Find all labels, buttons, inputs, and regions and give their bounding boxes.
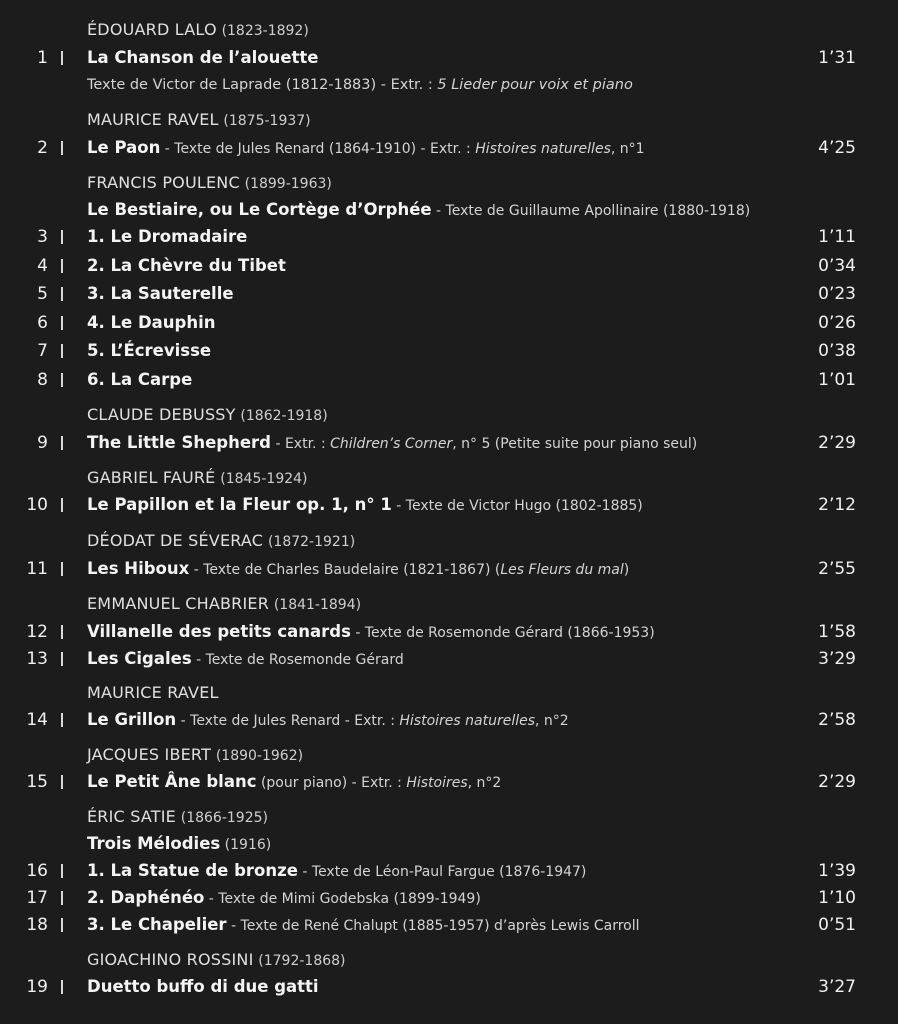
track-title: 2. Daphénéo [87, 888, 205, 907]
track-separator [61, 713, 63, 727]
track-title: Les Cigales [87, 649, 192, 668]
track-title: Le Paon [87, 138, 161, 157]
track-duration: 2’29 [818, 772, 856, 792]
composer-name: ÉDOUARD LALO [87, 20, 217, 39]
track-duration: 2’29 [818, 433, 856, 453]
track-separator [61, 230, 63, 244]
track-duration: 0’26 [818, 313, 856, 333]
track-row [0, 492, 898, 518]
track-number: 17 [26, 888, 48, 908]
track-row [0, 619, 898, 645]
composer-dates: (1890-1962) [215, 748, 304, 764]
work-heading [0, 197, 898, 223]
track-title: Les Hiboux [87, 559, 190, 578]
track-number: 9 [37, 433, 48, 453]
composer-dates: (1845-1924) [220, 471, 308, 487]
track-number: 18 [26, 915, 48, 935]
track-separator [61, 864, 63, 878]
composer-dates: (1823-1892) [221, 23, 309, 39]
track-title: The Little Shepherd [87, 433, 271, 452]
track-description-end: ) [623, 562, 630, 578]
track-title: Le Papillon et la Fleur op. 1, n° 1 [87, 495, 392, 514]
composer-dates: (1872-1921) [267, 534, 356, 550]
track-title: 6. La Carpe [87, 370, 193, 389]
track-duration: 1’39 [818, 861, 856, 881]
composer-heading [0, 107, 898, 133]
track-number: 11 [26, 559, 48, 579]
track-number: 3 [37, 227, 48, 247]
work-date: (1916) [220, 837, 272, 853]
track-number: 6 [37, 313, 48, 333]
track-row [0, 367, 898, 393]
track-description-end: , n° 5 (Petite suite pour piano seul) [452, 436, 698, 452]
track-number: 7 [37, 341, 48, 361]
track-separator [61, 259, 63, 273]
composer-dates: (1841-1894) [273, 597, 362, 613]
track-number: 12 [26, 622, 48, 642]
track-row [0, 281, 898, 307]
composer-heading [0, 465, 898, 491]
track-number: 2 [37, 138, 48, 158]
track-title: Le Petit Âne blanc [87, 772, 257, 791]
track-row [0, 885, 898, 911]
track-duration: 0’51 [818, 915, 856, 935]
track-separator [61, 891, 63, 905]
composer-name: JACQUES IBERT [87, 745, 212, 764]
track-description: (pour piano) - Extr. : [256, 775, 407, 791]
track-separator [61, 51, 63, 65]
track-row [0, 707, 898, 733]
track-separator [61, 562, 63, 576]
work-title: Trois Mélodies [87, 834, 221, 853]
track-description: - Texte de Jules Renard - Extr. : [176, 713, 400, 729]
track-title: 4. Le Dauphin [87, 313, 216, 332]
track-row [0, 769, 898, 795]
track-title: La Chanson de l’alouette [87, 48, 319, 67]
track-row [0, 858, 898, 884]
track-work: Children’s Corner [330, 436, 453, 452]
track-title: 3. Le Chapelier [87, 915, 227, 934]
work-description: - Texte de Guillaume Apollinaire (1880-1918) [431, 203, 751, 219]
track-title: 3. La Sauterelle [87, 284, 234, 303]
track-description: - Texte de Victor Hugo (1802-1885) [391, 498, 643, 514]
track-row [0, 224, 898, 250]
track-description-end: , n°1 [610, 141, 645, 157]
composer-heading [0, 17, 898, 43]
track-number: 10 [26, 495, 48, 515]
composer-dates: (1866-1925) [180, 810, 268, 826]
track-number: 15 [26, 772, 48, 792]
track-description: - Extr. : [271, 436, 331, 452]
track-title: 1. Le Dromadaire [87, 227, 248, 246]
track-separator [61, 316, 63, 330]
composer-heading [0, 170, 898, 196]
composer-name: MAURICE RAVEL [87, 110, 219, 129]
track-duration: 0’38 [818, 341, 856, 361]
composer-dates: (1862-1918) [240, 408, 328, 424]
track-number: 19 [26, 977, 48, 997]
track-duration: 3’29 [818, 649, 856, 669]
track-row [0, 646, 898, 672]
track-description: - Texte de Rosemonde Gérard (1866-1953) [350, 625, 655, 641]
track-number: 14 [26, 710, 48, 730]
track-title: 2. La Chèvre du Tibet [87, 256, 286, 275]
track-separator [61, 775, 63, 789]
track-separator [61, 373, 63, 387]
composer-heading [0, 680, 898, 706]
track-separator [61, 436, 63, 450]
track-number: 5 [37, 284, 48, 304]
composer-heading [0, 742, 898, 768]
track-number: 16 [26, 861, 48, 881]
composer-heading [0, 402, 898, 428]
composer-dates: (1899-1963) [244, 176, 332, 192]
composer-heading [0, 947, 898, 973]
track-row [0, 430, 898, 456]
track-row [0, 135, 898, 161]
track-description: - Texte de René Chalupt (1885-1957) d’après Lewis Carroll [226, 918, 640, 934]
track-duration: 2’12 [818, 495, 856, 515]
track-separator [61, 625, 63, 639]
track-description: - Texte de Charles Baudelaire (1821-1867) ( [189, 562, 501, 578]
track-description-end: , n°2 [467, 775, 502, 791]
track-separator [61, 344, 63, 358]
track-separator [61, 498, 63, 512]
track-description: - Texte de Jules Renard (1864-1910) - Extr. : [160, 141, 476, 157]
track-duration: 3’27 [818, 977, 856, 997]
track-row [0, 310, 898, 336]
track-duration: 1’11 [818, 227, 856, 247]
track-title: Le Grillon [87, 710, 177, 729]
track-row [0, 974, 898, 1000]
track-row [0, 338, 898, 364]
composer-name: FRANCIS POULENC [87, 173, 240, 192]
track-duration: 1’58 [818, 622, 856, 642]
work-heading [0, 831, 898, 857]
composer-name: GABRIEL FAURÉ [87, 468, 216, 487]
track-number: 8 [37, 370, 48, 390]
track-description: - Texte de Léon-Paul Fargue (1876-1947) [297, 864, 587, 880]
track-separator [61, 141, 63, 155]
track-title: Villanelle des petits canards [87, 622, 351, 641]
track-row [0, 45, 898, 71]
track-duration: 2’55 [818, 559, 856, 579]
track-row [0, 912, 898, 938]
track-duration: 1’01 [818, 370, 856, 390]
track-work: Histoires naturelles [475, 141, 611, 157]
composer-name: ÉRIC SATIE [87, 807, 176, 826]
composer-dates: (1792-1868) [258, 953, 346, 969]
composer-name: DÉODAT DE SÉVERAC [87, 531, 264, 550]
track-work: Les Fleurs du mal [500, 562, 624, 578]
composer-name: GIOACHINO ROSSINI [87, 950, 254, 969]
track-description-end: , n°2 [535, 713, 569, 729]
composer-name: EMMANUEL CHABRIER [87, 594, 270, 613]
track-duration: 0’34 [818, 256, 856, 276]
track-number: 4 [37, 256, 48, 276]
track-row [0, 253, 898, 279]
track-separator [61, 652, 63, 666]
composer-heading [0, 591, 898, 617]
track-row [0, 556, 898, 582]
composer-name: MAURICE RAVEL [87, 683, 219, 702]
track-work: 5 Lieder pour voix et piano [437, 77, 633, 93]
track-number: 13 [26, 649, 48, 669]
composer-dates: (1875-1937) [223, 113, 311, 129]
track-note [0, 72, 898, 98]
track-separator [61, 980, 63, 994]
composer-name: CLAUDE DEBUSSY [87, 405, 236, 424]
track-title: 5. L’Écrevisse [87, 341, 212, 360]
track-duration: 1’10 [818, 888, 856, 908]
track-duration: 1’31 [818, 48, 856, 68]
track-duration: 2’58 [818, 710, 856, 730]
track-duration: 4’25 [818, 138, 856, 158]
track-title: Duetto buffo di due gatti [87, 977, 319, 996]
track-number: 1 [37, 48, 48, 68]
track-description: Texte de Victor de Laprade (1812-1883) - Extr. : [87, 77, 438, 93]
track-description: - Texte de Mimi Godebska (1899-1949) [204, 891, 481, 907]
track-work: Histoires naturelles [399, 713, 536, 729]
work-title: Le Bestiaire, ou Le Cortège d’Orphée [87, 200, 432, 219]
track-separator [61, 918, 63, 932]
track-work: Histoires [406, 775, 468, 791]
track-description: - Texte de Rosemonde Gérard [191, 652, 404, 668]
track-title: 1. La Statue de bronze [87, 861, 298, 880]
composer-heading [0, 804, 898, 830]
track-duration: 0’23 [818, 284, 856, 304]
composer-heading [0, 528, 898, 554]
track-separator [61, 287, 63, 301]
